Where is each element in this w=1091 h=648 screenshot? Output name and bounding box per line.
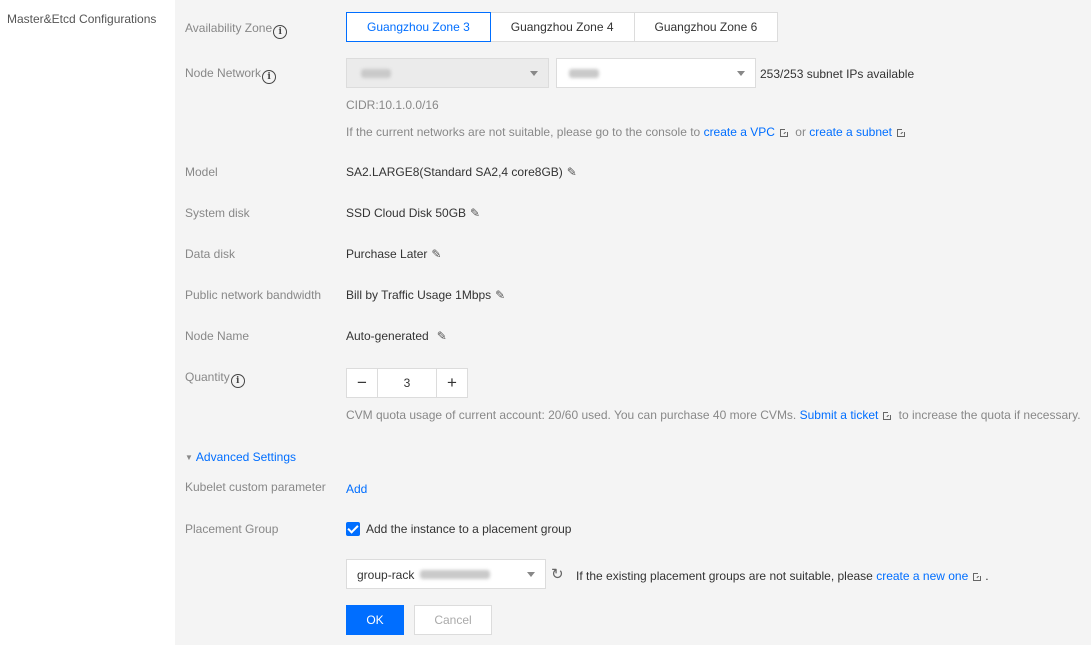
- cancel-button[interactable]: Cancel: [414, 605, 492, 635]
- zone-option-guangzhou-4[interactable]: Guangzhou Zone 4: [490, 12, 635, 42]
- redacted-subnet-name: [569, 69, 599, 78]
- external-link-icon: [883, 412, 891, 420]
- external-link-icon: [973, 573, 981, 581]
- edit-icon[interactable]: ✎: [436, 329, 447, 343]
- info-icon[interactable]: i: [273, 25, 287, 39]
- redacted-vpc-name: [361, 69, 391, 78]
- network-hint: If the current networks are not suitable, please go to the console to create a VPC or create a subnet: [346, 125, 909, 139]
- create-subnet-link[interactable]: create a subnet: [809, 125, 893, 139]
- external-link-icon: [780, 129, 788, 137]
- edit-icon[interactable]: ✎: [495, 288, 506, 302]
- configuration-panel: [175, 0, 1091, 645]
- create-placement-group-link[interactable]: create a new one: [876, 569, 969, 583]
- chevron-down-icon: [530, 71, 538, 76]
- info-icon[interactable]: i: [262, 70, 276, 84]
- section-title: Master&Etcd Configurations: [7, 12, 157, 26]
- vpc-select[interactable]: [346, 58, 549, 88]
- placement-group-checkbox-row[interactable]: Add the instance to a placement group: [346, 522, 571, 536]
- chevron-down-icon: [737, 71, 745, 76]
- caret-down-icon: ▼: [185, 453, 193, 462]
- cidr-text: CIDR:10.1.0.0/16: [346, 98, 439, 112]
- system-disk-value: SSD Cloud Disk 50GB ✎: [346, 206, 481, 220]
- bandwidth-value: Bill by Traffic Usage 1Mbps ✎: [346, 288, 506, 302]
- external-link-icon: [897, 129, 905, 137]
- info-icon[interactable]: i: [231, 374, 245, 388]
- subnet-select[interactable]: [556, 58, 756, 88]
- zone-option-guangzhou-6[interactable]: Guangzhou Zone 6: [634, 12, 779, 42]
- zone-option-guangzhou-3[interactable]: Guangzhou Zone 3: [346, 12, 491, 42]
- placement-group-select[interactable]: [346, 559, 546, 589]
- node-name-value: Auto-generated ✎: [346, 329, 447, 343]
- increment-button[interactable]: +: [436, 368, 468, 398]
- refresh-icon[interactable]: ↻: [551, 566, 564, 583]
- data-disk-value: Purchase Later ✎: [346, 247, 442, 261]
- system-disk-label: System disk: [185, 206, 250, 220]
- data-disk-label: Data disk: [185, 247, 236, 261]
- ok-button[interactable]: OK: [346, 605, 404, 635]
- kubelet-label: Kubelet custom parameter: [185, 480, 326, 494]
- node-network-label: Node Network i: [185, 66, 276, 84]
- create-vpc-link[interactable]: create a VPC: [703, 125, 775, 139]
- bandwidth-label: Public network bandwidth: [185, 288, 322, 302]
- zone-selector: [346, 12, 778, 42]
- advanced-settings-toggle[interactable]: ▼ Advanced Settings: [185, 450, 296, 464]
- placement-group-value: group-rack: [357, 568, 415, 582]
- chevron-down-icon: [527, 572, 535, 577]
- redacted-group-id: [420, 570, 490, 579]
- quantity-input[interactable]: 3: [378, 368, 436, 398]
- decrement-button[interactable]: −: [346, 368, 378, 398]
- model-label: Model: [185, 165, 218, 179]
- placement-group-label: Placement Group: [185, 522, 279, 536]
- quantity-label: Quantity i: [185, 370, 245, 388]
- availability-zone-label: Availability Zone i: [185, 21, 287, 39]
- quota-hint: CVM quota usage of current account: 20/60 used. You can purchase 40 more CVMs. Submit a ticket to increase the quota if necessary.: [346, 408, 1081, 422]
- quantity-stepper: [346, 368, 468, 398]
- placement-group-hint: If the existing placement groups are not suitable, please create a new one .: [576, 569, 989, 583]
- model-value: SA2.LARGE8(Standard SA2,4 core8GB) ✎: [346, 165, 577, 179]
- placement-group-checkbox[interactable]: [346, 522, 360, 536]
- edit-icon[interactable]: ✎: [566, 165, 577, 179]
- node-name-label: Node Name: [185, 329, 250, 343]
- submit-ticket-link[interactable]: Submit a ticket: [799, 408, 879, 422]
- kubelet-add-link[interactable]: Add: [346, 482, 368, 496]
- subnet-ips-available: 253/253 subnet IPs available: [760, 67, 915, 81]
- edit-icon[interactable]: ✎: [470, 206, 481, 220]
- edit-icon[interactable]: ✎: [431, 247, 442, 261]
